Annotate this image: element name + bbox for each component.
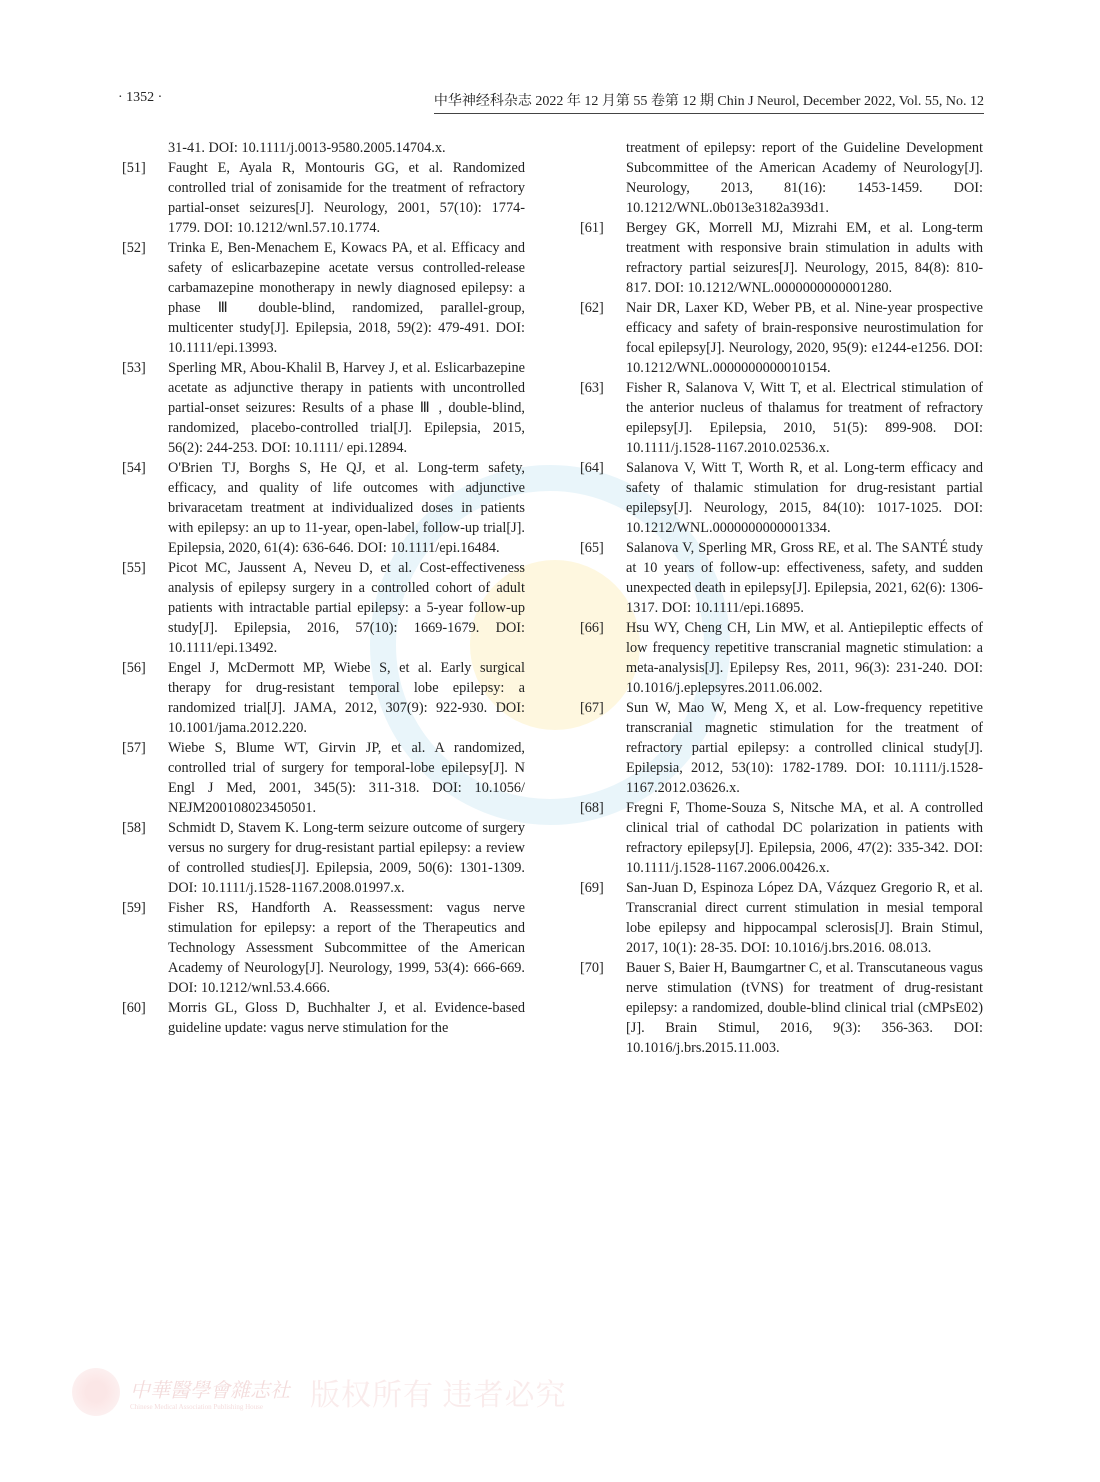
publisher-name-cn: 中華醫學會雜志社: [130, 1379, 290, 1402]
reference-item: [122, 158, 526, 238]
reference-number: [69]: [580, 880, 604, 896]
reference-text: Sun W, Mao W, Meng X, et al. Low-frequency repetitive transcranial magnetic stimulation for the treatment of refractory partial epilepsy: a controlled clinical study[J]. Epilepsia, 2012, 53(10): 1782-1789. DOI: 10.1111/j.1528-1167.2012.03626.x.: [626, 700, 983, 796]
reference-number: [65]: [580, 540, 604, 556]
reference-continuation: 31-41. DOI: 10.1111/j.0013-9580.2005.14704.x.: [168, 140, 446, 156]
reference-text: Bergey GK, Morrell MJ, Mizrahi EM, et al. Long-term treatment with responsive brain stimulation in adults with refractory partial seizures[J]. Neurology, 2015, 84(8): 810-817. DOI: 10.1212/WNL.0000000000001280.: [626, 220, 983, 296]
reference-number: [54]: [122, 460, 146, 476]
reference-item: [580, 618, 984, 698]
reference-item: [580, 378, 984, 458]
page-header: [118, 88, 984, 110]
reference-item: [580, 798, 984, 878]
reference-text: Salanova V, Witt T, Worth R, et al. Long-term efficacy and safety of thalamic stimulation for drug-resistant partial epilepsy[J]. Neurology, 2015, 84(10): 1017-1025. DOI: 10.1212/WNL.0000000000001334.: [626, 460, 983, 536]
reference-item: [122, 358, 526, 458]
reference-text: Salanova V, Sperling MR, Gross RE, et al. The SANTÉ study at 10 years of follow-up: effectiveness, safety, and sudden unexpected death in epilepsy[J]. Epilepsia, 2021, 62(6): 1306-1317. DOI: 10.1111/epi.16895.: [626, 540, 983, 616]
left-column: [122, 138, 526, 1038]
reference-text: Nair DR, Laxer KD, Weber PB, et al. Nine-year prospective efficacy and safety of brain-responsive neurostimulation for focal epilepsy[J]. Neurology, 2020, 95(9): e1244-e1256. DOI: 10.1212/WNL.0000000000010154.: [626, 300, 983, 376]
reference-text: Schmidt D, Stavem K. Long-term seizure outcome of surgery versus no surgery for drug-resistant partial epilepsy: a review of controlled studies[J]. Epilepsia, 2009, 50(6): 1301-1309. DOI: 10.1111/j.1528-1167.2008.01997.x.: [168, 820, 525, 896]
reference-number: [55]: [122, 560, 146, 576]
reference-item: [122, 898, 526, 998]
publisher-watermark: [72, 1368, 567, 1416]
reference-number: [62]: [580, 300, 604, 316]
reference-number: [56]: [122, 660, 146, 676]
reference-text: Engel J, McDermott MP, Wiebe S, et al. Early surgical therapy for drug-resistant temporal lobe epilepsy: a randomized trial[J]. JAMA, 2012, 307(9): 922-930. DOI: 10.1001/jama.2012.220.: [168, 660, 525, 736]
reference-item: [122, 458, 526, 558]
running-title: 中华神经科杂志 2022 年 12 月第 55 卷第 12 期 Chin J Neurol, December 2022, Vol. 55, No. 12: [434, 90, 984, 114]
reference-text: Faught E, Ayala R, Montouris GG, et al. Randomized controlled trial of zonisamide for the treatment of refractory partial-onset seizures[J]. Neurology, 2001, 57(10): 1774-1779. DOI: 10.1212/wnl.57.10.1774.: [168, 160, 525, 236]
publisher-name-en: Chinese Medical Association Publishing House: [130, 1402, 263, 1411]
reference-text: Morris GL, Gloss D, Buchhalter J, et al. Evidence-based guideline update: vagus nerve stimulation for the: [168, 1000, 525, 1036]
reference-number: [53]: [122, 360, 146, 376]
reference-number: [59]: [122, 900, 146, 916]
reference-number: [61]: [580, 220, 604, 236]
reference-text: Picot MC, Jaussent A, Neveu D, et al. Cost-effectiveness analysis of epilepsy surgery in a controlled cohort of adult patients with intractable partial epilepsy: a 5-year follow-up study[J]. Epilepsia, 2016, 57(10): 1669-1679. DOI: 10.1111/epi.13492.: [168, 560, 525, 656]
publisher-logo-icon: [72, 1368, 120, 1416]
reference-text: Fisher RS, Handforth A. Reassessment: vagus nerve stimulation for epilepsy: a report of the Therapeutics and Technology Assessment Subcommittee of the American Academy of Neurology[J]. Neurology, 1999, 53(4): 666-669. DOI: 10.1212/wnl.53.4.666.: [168, 900, 525, 996]
reference-item: [122, 238, 526, 358]
reference-number: [60]: [122, 1000, 146, 1016]
reference-item: [122, 738, 526, 818]
reference-number: [67]: [580, 700, 604, 716]
publisher-name: [130, 1374, 290, 1411]
reference-item: [580, 458, 984, 538]
reference-item: [580, 698, 984, 798]
reference-number: [52]: [122, 240, 146, 256]
reference-number: [58]: [122, 820, 146, 836]
reference-text: San-Juan D, Espinoza López DA, Vázquez Gregorio R, et al. Transcranial direct current stimulation in mesial temporal lobe epilepsy and hippocampal sclerosis[J]. Brain Stimul, 2017, 10(1): 28-35. DOI: 10.1016/j.brs.2016. 08.013.: [626, 880, 983, 956]
reference-text: Hsu WY, Cheng CH, Lin MW, et al. Antiepileptic effects of low frequency repetitive transcranial magnetic stimulation: a meta-analysis[J]. Epilepsy Res, 2011, 96(3): 231-240. DOI: 10.1016/j.eplepsyres.2011.06.002.: [626, 620, 983, 696]
reference-number: [64]: [580, 460, 604, 476]
reference-text: Bauer S, Baier H, Baumgartner C, et al. Transcutaneous vagus nerve stimulation (tVNS) for treatment of drug-resistant epilepsy: a randomized, double-blind clinical trial (cMPsE02) [J]. Brain Stimul, 2016, 9(3): 356-363. DOI: 10.1016/j.brs.2015.11.003.: [626, 960, 983, 1056]
reference-item: [580, 218, 984, 298]
reference-item: [580, 878, 984, 958]
reference-item: [122, 558, 526, 658]
reference-text: Fregni F, Thome-Souza S, Nitsche MA, et al. A controlled clinical trial of cathodal DC polarization in patients with refractory epilepsy[J]. Epilepsia, 2006, 47(2): 335-342. DOI: 10.1111/j.1528-1167.2006.00426.x.: [626, 800, 983, 876]
reference-number: [57]: [122, 740, 146, 756]
reference-text: Wiebe S, Blume WT, Girvin JP, et al. A randomized, controlled trial of surgery for temporal-lobe epilepsy[J]. N Engl J Med, 2001, 345(5): 311-318. DOI: 10.1056/ NEJM200108023450501.: [168, 740, 525, 816]
reference-number: [68]: [580, 800, 604, 816]
reference-item: [122, 998, 526, 1038]
right-column: [580, 138, 984, 1058]
reference-continuation: treatment of epilepsy: report of the Guideline Development Subcommittee of the American Academy of Neurology[J]. Neurology, 2013, 81(16): 1453-1459. DOI: 10.1212/WNL.0b013e3182a393d1.: [626, 140, 983, 216]
reference-text: O'Brien TJ, Borghs S, He QJ, et al. Long-term safety, efficacy, and quality of life outcomes with adjunctive brivaracetam treatment at individualized doses in patients with epilepsy: an up to 11-year, open-label, follow-up trial[J]. Epilepsia, 2020, 61(4): 636-646. DOI: 10.1111/epi.16484.: [168, 460, 525, 556]
reference-text: Trinka E, Ben-Menachem E, Kowacs PA, et al. Efficacy and safety of eslicarbazepine acetate versus controlled-release carbamazepine monotherapy in newly diagnosed epilepsy: a phase Ⅲ double-blind, randomized, parallel-group, multicenter study[J]. Epilepsia, 2018, 59(2): 479-491. DOI: 10.1111/epi.13993.: [168, 240, 525, 356]
reference-item: [580, 298, 984, 378]
reference-number: [51]: [122, 160, 146, 176]
reference-item: [580, 538, 984, 618]
reference-number: [66]: [580, 620, 604, 636]
copyright-notice: 版权所有 违者必究: [310, 1379, 567, 1412]
reference-number: [63]: [580, 380, 604, 396]
reference-text: Sperling MR, Abou-Khalil B, Harvey J, et al. Eslicarbazepine acetate as adjunctive therapy in patients with uncontrolled partial-onset seizures: Results of a phase Ⅲ , double-blind, randomized, placebo-controlled trial[J]. Epilepsia, 2015, 56(2): 244-253. DOI: 10.1111/ epi.12894.: [168, 360, 525, 456]
reference-text: Fisher R, Salanova V, Witt T, et al. Electrical stimulation of the anterior nucleus of thalamus for treatment of refractory epilepsy[J]. Epilepsia, 2010, 51(5): 899-908. DOI: 10.1111/j.1528-1167.2010.02536.x.: [626, 380, 983, 456]
reference-number: [70]: [580, 960, 604, 976]
reference-item: [580, 958, 984, 1058]
reference-item: [122, 818, 526, 898]
reference-item: [122, 658, 526, 738]
page-number: · 1352 ·: [118, 90, 163, 105]
